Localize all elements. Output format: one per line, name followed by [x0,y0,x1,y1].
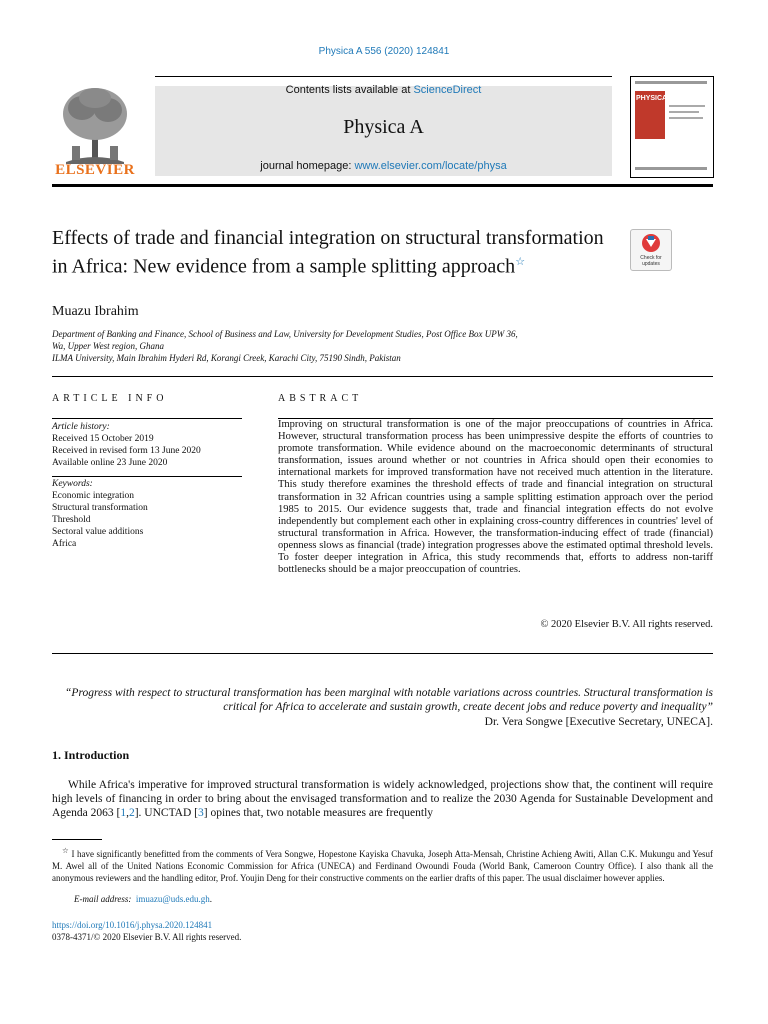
email-label: E-mail address: [74,894,132,904]
keywords-block [52,478,148,550]
contents-prefix: Contents lists available at [285,84,414,96]
check-updates-label: Check for updates [640,255,662,267]
epigraph-source: Dr. Vera Songwe [Executive Secretary, UNECA]. [484,716,713,728]
homepage-line [155,160,612,172]
footnote-mark: ☆ [62,846,69,855]
cover-bottom-bar [635,167,707,170]
elsevier-logo [52,84,138,180]
history-item: Received 15 October 2019 [52,434,154,444]
cover-top-bar [635,81,707,84]
keyword-item: Structural transformation [52,503,148,513]
keyword-item: Africa [52,539,77,549]
reference-link[interactable]: 1 [120,807,127,819]
history-item: Received in revised form 13 June 2020 [52,446,201,456]
affiliation-line: Wa, Upper West region, Ghana [52,341,164,351]
info-rule [52,476,242,477]
intro-text-part: ] opines that, two notable measures are frequently [203,807,434,819]
article-history-block [52,421,201,469]
abstract-heading: ABSTRACT [278,393,363,404]
journal-name: Physica A [343,116,424,138]
journal-homepage-link[interactable]: www.elsevier.com/locate/physa [354,160,507,172]
cover-line [669,111,699,113]
introduction-heading: 1. Introduction [52,748,130,762]
section-rule [52,376,713,377]
article-title [52,226,612,279]
abstract-text: Improving on structural transformation is one of the major preoccupations of countries in Africa. However, structural transformation process has been unimpressive despite the efforts of countries to promote transformation. While evidence abound on the macroeconomic determinants of structural transformation, issues around whether or not countries in Africa should open their economies to international markets for improved transformation have not received much attention in the literature. This study therefore examines the threshold effects of trade and financial integration on structural transformation in 32 African countries using a sample splitting estimation approach over the period 1985 to 2015. Our evidence suggests that, trade and financial integration effects do not evolve independently but complement each other in explaining cross-country differences in countries' level of structural transformation in Africa. However, the transformation-inducing effect of trade (financial) openness slows as financial (trade) integration progresses above the estimated optimal threshold levels. To foster deeper integration in Africa, this study recommends that, efforts to address non-tariff bottlenecks should be a major preoccupation of countries. [278,419,713,576]
reference-link[interactable]: 3 [198,807,204,819]
history-label: Article history: [52,422,110,432]
email-link[interactable]: imuazu@uds.edu.gh [135,894,210,904]
issn-copyright: 0378-4371/© 2020 Elsevier B.V. All rights reserved. [52,932,242,942]
check-updates-icon [631,230,671,256]
journal-citation-link[interactable]: Physica A 556 (2020) 124841 [318,46,450,57]
header-thick-rule [52,184,713,187]
article-title-text: Effects of trade and financial integration on structural transformation in Africa: New evidence from a sample splitting approach [52,227,604,278]
footnote-rule [52,839,102,840]
cover-line [669,105,705,107]
introduction-text [52,778,713,820]
cover-line [669,117,703,119]
intro-text-part: While Africa's imperative for improved structural transformation is widely acknowledged, projections show that, the continent will require high levels of financing in order to bring about the envisaged transformation and to realize the 2030 Agenda for Sustainable Development and Agenda 2063 [ [52,779,713,819]
history-item: Available online 23 June 2020 [52,458,168,468]
affiliation-line: Department of Banking and Finance, School of Business and Law, University for Development Studies, Post Office Box UPW 36, [52,329,518,339]
info-rule [52,418,242,419]
email-line [52,894,212,904]
article-info-heading: ARTICLE INFO [52,393,168,404]
reference-link[interactable]: 2 [128,807,135,819]
cover-title: PHYSICA [636,95,668,102]
intro-text-part: , [126,807,129,819]
epigraph-quote: “Progress with respect to structural transformation has been marginal with notable variations across countries. Structural transformation is critical for Africa to accelerate and sustain growth, create decent jobs and reduce poverty and inequality” [65,687,713,713]
abstract-copyright: © 2020 Elsevier B.V. All rights reserved. [540,619,713,630]
section-rule [52,653,713,654]
check-for-updates-button[interactable] [630,229,672,271]
title-footnote-mark[interactable]: ☆ [515,256,526,268]
doi-link[interactable]: https://doi.org/10.1016/j.physa.2020.124841 [52,920,213,930]
homepage-prefix: journal homepage: [260,160,355,172]
keyword-item: Threshold [52,515,91,525]
header-rule [155,76,612,77]
affiliation-line: ILMA University, Main Ibrahim Hyderi Rd, Korangi Creek, Karachi City, 75190 Sindh, Pakistan [52,353,401,363]
email-end: . [209,894,212,904]
footnote-text [52,845,713,884]
elsevier-wordmark: ELSEVIER [55,162,135,178]
keyword-item: Economic integration [52,491,135,501]
intro-text-part: ]. UNCTAD [ [134,807,198,819]
journal-cover-thumbnail[interactable] [630,76,714,178]
sciencedirect-link[interactable]: ScienceDirect [413,84,482,96]
footnote-body: I have significantly benefitted from the comments of Vera Songwe, Hopestone Kayiska Chavuka, Joseph Atta-Mensah, Christine Achieng Awiti, Allan C.K. Mukungu and Yesuf M. Awel all of the United Nations Economic Commission for Africa (UNECA) and Ferdinand Owoundi Fouda (World Bank, Cameroon Country Office). I also thank all the anonymous reviewers and the handling editor, Prof. Youjin Deng for their constructive comments on the earlier drafts of this paper. The usual disclaimer however applies. [52,849,714,883]
author-name[interactable]: Muazu Ibrahim [52,304,139,319]
keywords-label: Keywords: [52,479,93,489]
keyword-item: Sectoral value additions [52,527,144,537]
contents-line [155,84,612,96]
